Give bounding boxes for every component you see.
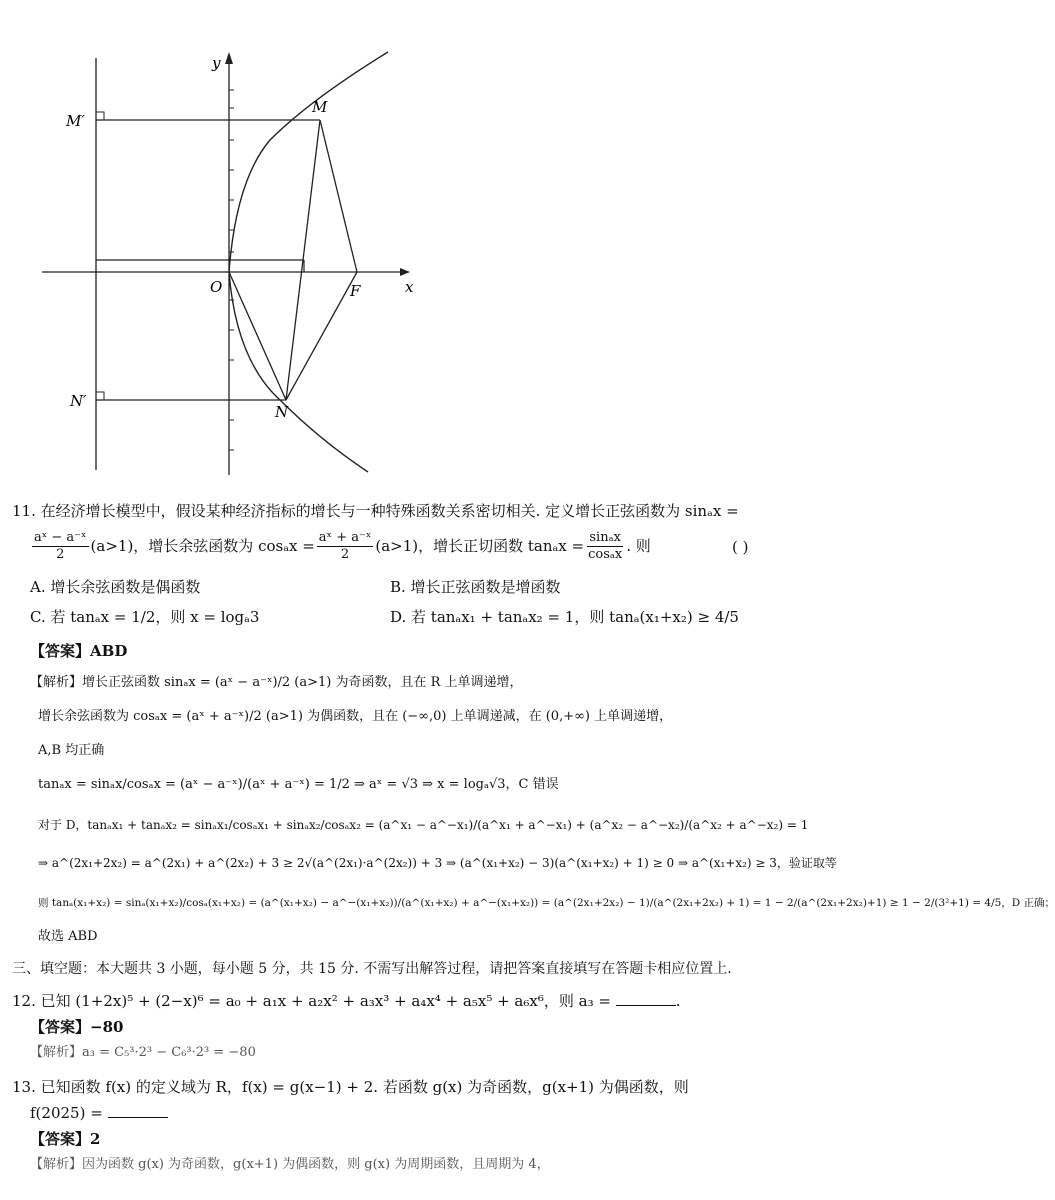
q12-stem <box>12 990 681 1012</box>
q11-analysis-6: ⇒ a^(2x₁+2x₂) = a^(2x₁) + a^(2x₂) + 3 ≥ 2√(a^(2x₁)·a^(2x₂)) + 3 ⇒ (a^(x₁+x₂) − 3)(a^(x₁+x₂) + 1) ≥ 0 ⇒ a^(x₁+x₂) ≥ 3，验证取等 <box>38 856 837 870</box>
parabola-curve <box>229 52 388 472</box>
right-angle-N <box>96 392 104 400</box>
q12-end: . <box>675 992 681 1010</box>
frac-den: cosₐx <box>588 546 623 562</box>
q13-stem: 13. 已知函数 f(x) 的定义域为 R，f(x) = g(x−1) + 2. 若函数 g(x) 为奇函数，g(x+1) 为偶函数，则 <box>12 1078 689 1096</box>
q11-stem-line1: 11. 在经济增长模型中，假设某种经济指标的增长与一种特殊函数关系密切相关. 定义增长正弦函数为 sinₐx = <box>12 502 739 520</box>
label-F: F <box>350 282 361 300</box>
label-N-prime: N′ <box>70 392 87 410</box>
q11-analysis-5: 对于 D，tanₐx₁ + tanₐx₂ = sinₐx₁/cosₐx₁ + sinₐx₂/cosₐx₂ = (a^x₁ − a^−x₁)/(a^x₁ + a^−x₁) + (a^x₂ − a^−x₂)/(a^x₂ + a^−x₂) = 1 <box>38 818 809 832</box>
q11-frac-sin <box>32 530 89 563</box>
frac-num: aˣ + a⁻ˣ <box>318 529 372 545</box>
q11-text-b: (a>1)，增长正切函数 tanₐx = <box>375 537 585 555</box>
label-M: M <box>312 98 328 116</box>
q11-analysis-4: tanₐx = sinₐx/cosₐx = (aˣ − a⁻ˣ)/(aˣ + a⁻ˣ) = 1/2 ⇒ aˣ = √3 ⇒ x = logₐ√3，C 错误 <box>38 777 559 792</box>
q11-analysis-3: A,B 均正确 <box>38 743 105 758</box>
q12-analysis: 【解析】a₃ = C₅³·2³ − C₆³·2³ = −80 <box>30 1045 256 1060</box>
label-M-prime: M′ <box>66 112 85 130</box>
frac-den: 2 <box>340 546 350 562</box>
q11-frac-cos <box>317 530 374 563</box>
q11-analysis-2: 增长余弦函数为 cosₐx = (aˣ + a⁻ˣ)/2 (a>1) 为偶函数，且在 (−∞,0) 上单调递减，在 (0,+∞) 上单调递增， <box>38 709 673 724</box>
q11-text-a: (a>1)，增长余弦函数为 cosₐx = <box>90 537 315 555</box>
q11-stem-line2 <box>30 528 651 564</box>
q12-blank[interactable] <box>616 991 676 1006</box>
frac-num: sinₐx <box>589 529 621 545</box>
parabola-figure <box>0 0 800 480</box>
q13-analysis: 【解析】因为函数 g(x) 为奇函数，g(x+1) 为偶函数，则 g(x) 为周期函数，且周期为 4， <box>30 1157 550 1172</box>
q11-option-d: D. 若 tanₐx₁ + tanₐx₂ = 1，则 tanₐ(x₁+x₂) ≥ 4/5 <box>390 608 739 626</box>
q11-answer-paren: ( ) <box>732 538 749 556</box>
label-x: x <box>405 278 414 296</box>
q12-stem-text: 12. 已知 (1+2x)⁵ + (2−x)⁶ = a₀ + a₁x + a₂x² + a₃x³ + a₄x⁴ + a₅x⁵ + a₆x⁶，则 a₃ = <box>12 992 611 1010</box>
q11-option-c: C. 若 tanₐx = 1/2，则 x = logₐ3 <box>30 608 260 626</box>
label-N: N <box>275 403 289 421</box>
q13-answer: 【答案】2 <box>30 1130 101 1148</box>
label-O: O <box>210 278 223 296</box>
q11-answer: 【答案】ABD <box>30 642 128 660</box>
x-axis-arrow <box>400 268 410 276</box>
q11-analysis-8: 故选 ABD <box>38 929 98 944</box>
right-angle-M <box>96 112 104 120</box>
frac-den: 2 <box>56 546 65 562</box>
line-MF <box>320 120 357 272</box>
q11-text-c: . 则 <box>626 537 651 555</box>
q11-analysis-7: 则 tanₐ(x₁+x₂) = sinₐ(x₁+x₂)/cosₐ(x₁+x₂) = (a^(x₁+x₂) − a^−(x₁+x₂))/(a^(x₁+x₂) + a^−(x₁+x₂)) = (a^(2x₁+2x₂) − 1)/(a^(2x₁+2x₂) + 1) = 1 − 2/(a^(2x₁+2x₂)+1) ≥ 1 − 2/(3²+1) = 4/5，D 正确； <box>38 897 1055 909</box>
line-FN <box>286 272 357 400</box>
y-axis-arrow <box>225 52 233 64</box>
q13-stem2-text: f(2025) = <box>30 1104 103 1122</box>
q11-analysis-1: 【解析】增长正弦函数 sinₐx = (aˣ − a⁻ˣ)/2 (a>1) 为奇函数，且在 R 上单调递增， <box>30 675 523 690</box>
q13-blank[interactable] <box>108 1103 168 1118</box>
q11-option-a: A. 增长余弦函数是偶函数 <box>30 578 201 596</box>
line-ON <box>229 272 286 400</box>
q12-answer: 【答案】−80 <box>30 1018 124 1036</box>
label-y: y <box>212 54 221 72</box>
q11-option-b: B. 增长正弦函数是增函数 <box>390 578 561 596</box>
q13-stem-2 <box>30 1102 168 1124</box>
frac-num: aˣ − a⁻ˣ <box>34 529 87 545</box>
section-3-heading: 三、填空题：本大题共 3 小题，每小题 5 分，共 15 分. 不需写出解答过程，请把答案直接填写在答题卡相应位置上. <box>12 961 732 977</box>
q11-frac-tan <box>586 530 624 563</box>
